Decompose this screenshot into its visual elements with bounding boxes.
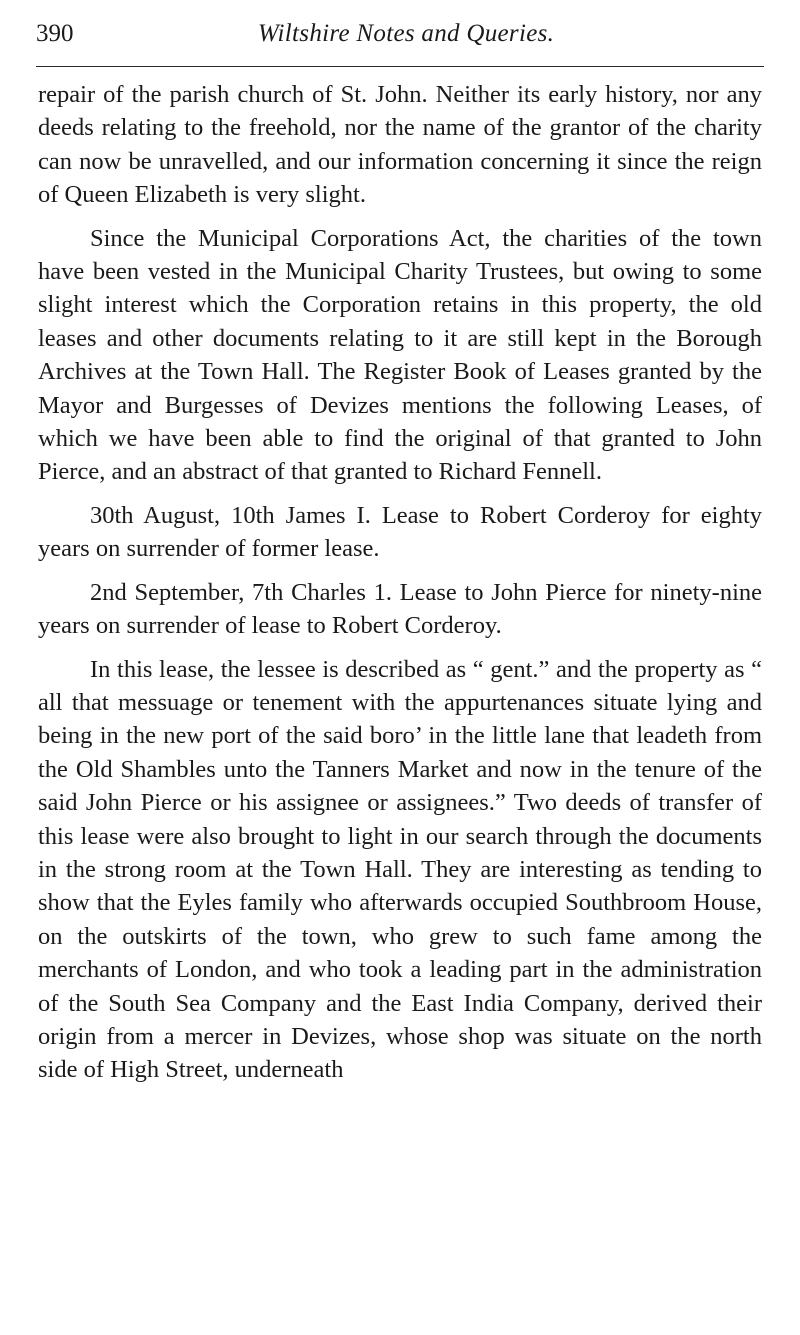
journal-title: Wiltshire Notes and Queries. [257, 20, 555, 47]
paragraph-lease-pierce: 2nd September, 7th Charles 1. Lease to John Pierce for ninety-nine years on surrender of lease to Robert Corderoy. [38, 578, 762, 640]
paragraph-lease-description: In this lease, the lessee is described as “ gent.” and the property as “ all that messuage or tenement with the appurtenances situate lying and being in the new port of the said boro’ in the little lane that leadeth from the Old Shambles unto the Tanners Market and now in the tenure of the said John Pierce or his assignee or assignees.” Two deeds of transfer of this lease were also brought to light in our search through the documents in the strong room at the Town Hall. They are interesting as tending to show that the Eyles family who afterwards occupied Southbroom House, on the outskirts of the town, who grew to such fame among the merchants of London, and who took a leading part in the administration of the South Sea Company and the East India Company, derived their origin from a mercer in Devizes, whose shop was situate on the north side of High Street, underneath [38, 655, 762, 1084]
paragraph-continued: repair of the parish church of St. John. Neither its early history, nor any deeds relating to the freehold, nor the name of the grantor of the charity can now be unravelled, and our information concerning it since the reign of Queen Elizabeth is very slight. [38, 81, 762, 209]
page-number: 390 [36, 20, 74, 47]
paragraph-municipal-charities: Since the Municipal Corporations Act, the charities of the town have been vested in the Municipal Charity Trustees, but owing to some slight interest which the Corporation retains in this property, the old leases and other documents relating to it are still kept in the Borough Archives at the Town Hall. The Register Book of Leases granted by the Mayor and Burgesses of Devizes mentions the following Leases, of which we have been able to find the original of that granted to John Pierce, and an abstract of that granted to Richard Fennell. [38, 224, 762, 486]
header-rule [36, 66, 764, 67]
paragraph-lease-corderoy: 30th August, 10th James I. Lease to Robert Corderoy for eighty years on surrender of former lease. [38, 501, 762, 563]
body-text [38, 78, 762, 1097]
running-head [36, 16, 764, 56]
